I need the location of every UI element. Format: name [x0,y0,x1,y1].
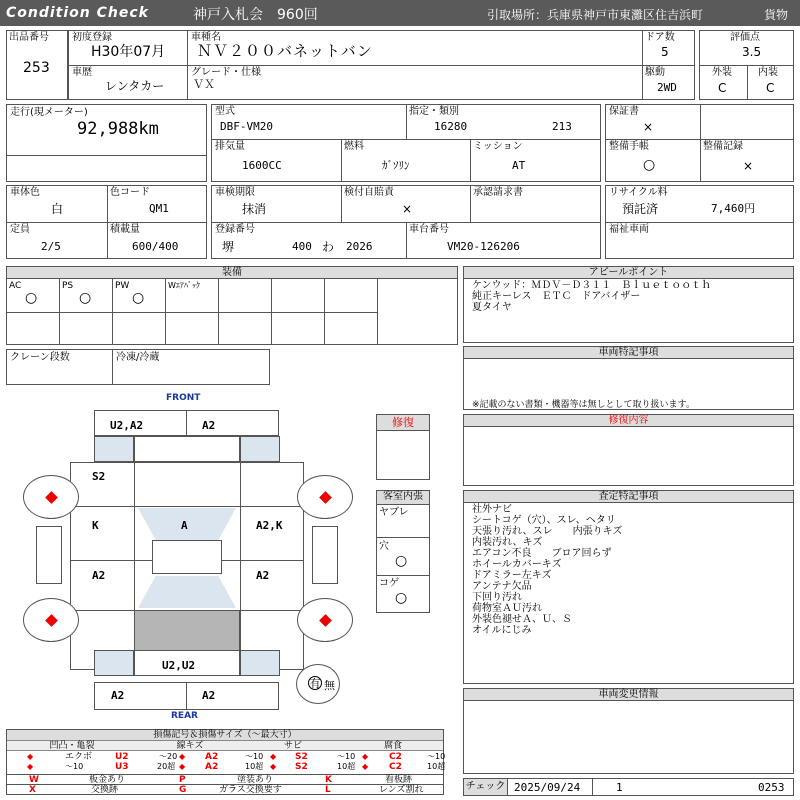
recycle-box: リサイクル料 預託済 7,460円 福祉車両 [605,185,794,259]
doors: 5 [661,45,669,59]
car-history: レンタカー [105,79,165,93]
crane-freezer-box: クレーン段数 冷凍/冷蔵 [6,349,270,385]
fuel: ｶﾞｿﾘﾝ [382,159,410,172]
legend-group-corrosion: 腐食 [343,741,443,751]
cabin-hole-mark: ○ [395,553,408,569]
damage-back: U2,U2 [162,659,196,672]
assessment-line-11: 外装色褪せＡ、Ｕ、Ｓ [472,614,572,625]
equip-ac-label: AC [9,281,22,291]
score-box: 評価点 3.5 外装 C 内装 C [699,30,794,100]
assessment-panel [463,490,794,684]
car-name: ＮＶ２００バネットバン [197,42,373,60]
grade: ＶＸ [193,78,215,91]
damage-rear-door-right: A2 [256,569,270,582]
appeal-line-2: 純正キーレス ＥＴＣ ドアバイザー [472,291,641,302]
check-code: 0253 [758,781,785,794]
damage-fender-left: S2 [92,470,106,483]
repair-content-header: 修復内容 [464,415,793,427]
load-capacity: 600/400 [132,240,179,253]
changes-panel [463,688,794,774]
special-panel [463,346,794,410]
changes-header: 車両変更情報 [464,689,793,701]
score: 3.5 [742,45,762,59]
designation-a: 16280 [434,120,468,133]
check-num: 1 [616,781,623,794]
mileage-box: 走行(現メーター) 92,988km [6,104,207,182]
equipment-box [6,266,458,345]
appeal-panel [463,266,794,343]
legend-group-dent: 凹凸・亀裂 [7,741,137,751]
legend-box: 損傷記号＆損傷サイズ（～最大寸） 凹凸・亀裂 線キズ サビ 腐食 ◆ エクボ U2 ～20 ◆ A2 ～10 ◆ S2 ～10 ◆ C2 ～10 ◆ ～10 U3 20超 ◆ A2 10超 ◆ S2 10超 ◆ C2 10超 W 板金あり P 塗装あり K 看板跡 X 交換跡 G ガラス交換要す L レンズ割れ [6,729,444,795]
equipment-header: 装備 [7,267,457,279]
cabin-burn-mark: ○ [395,590,408,606]
appeal-header: アピールポイント [464,267,793,279]
rear-label: REAR [171,711,198,721]
damage-hood: A [181,519,188,532]
wheel-front-right [297,475,353,519]
interior-grade: C [766,81,775,95]
toggle-yes: 有 [309,677,321,690]
car-diagram [0,400,370,720]
wheel-front-left [23,475,79,519]
equip-ps-mark: ○ [79,290,92,306]
equip-pw-mark: ○ [132,290,145,306]
car-info-box: 初度登録 H30年07月 車種名 ＮＶ２００バネットバン ドア数 5 車歴 レンタカー グレード・仕様 ＶＸ 駆動 2WD [68,30,695,100]
maintenance-manual: ○ [643,157,656,173]
maintenance-record: × [743,159,754,173]
first-registration: H30年07月 [91,44,166,60]
warranty: × [643,120,654,134]
color-code: QM1 [149,202,169,215]
wheel-rear-left [23,598,79,642]
assessment-line-10: 荷物室ＡＵ汚れ [472,603,542,614]
assessment-line-4: 内装汚れ、キズ [472,537,543,548]
assessment-line-1: 社外ナビ [472,504,512,515]
color-box: 車体色 白 色コード QM1 定員 2/5 積載量 600/400 [6,185,207,259]
assessment-header: 査定特記事項 [464,491,793,503]
equip-ps-label: PS [62,281,74,291]
exterior-grade: C [718,81,727,95]
mission: AT [512,159,526,172]
mileage: 92,988km [77,119,159,139]
maintenance-box: 保証書 × 整備手帳 ○ 整備記録 × [605,104,794,182]
appeal-line-1: ケンウッド：ＭＤＶ－Ｄ３１１ Ｂｌｕｅｔｏｏｔｈ [472,280,712,291]
recycle-status: 預託済 [622,202,659,216]
header-pickup: 引取場所：兵庫県神戸市東灘区住吉浜町 [487,8,704,22]
equip-ac-mark: ○ [25,290,38,306]
chassis-number: VM20-126206 [447,240,520,253]
assessment-line-5: エアコン不良 ブロア回らず [472,548,612,559]
toggle-no: 無 [324,679,335,692]
assessment-line-12: オイルにじみ [472,625,532,636]
reg-number: 2026 [346,240,373,253]
special-header: 車両特記事項 [464,347,793,359]
check-label: チェック [464,779,508,795]
front-label: FRONT [166,393,201,403]
damage-front-left: U2,A2 [110,419,144,432]
damage-front-right: A2 [202,419,216,432]
repair-content-panel [463,414,794,486]
equip-airbag-label: Wｴｱﾊﾞｯｸ [168,281,200,290]
displacement: 1600CC [242,159,282,172]
reg-area: 堺 [222,240,235,254]
assessment-line-7: ドアミラー左キズ [472,570,552,581]
legend-group-scratch: 線キズ [137,741,243,751]
damage-rear-right: A2 [202,689,216,702]
damage-door-right: A2,K [256,519,283,532]
assessment-line-9: 下回り汚れ [472,592,522,603]
damage-rear-door-left: A2 [92,569,106,582]
header-category: 貨物 [764,8,789,22]
special-note: ※記載のない書類・機器等は無しとして取り扱います。 [472,400,695,410]
inspection-expiry: 抹消 [242,202,267,216]
cabin-header: 客室内張 [377,491,429,505]
reg-kana: わ [322,240,335,254]
assessment-line-6: ホイールカバーキズ [472,559,562,570]
check-date: 2025/09/24 [514,781,581,794]
body-color: 白 [51,202,64,216]
assessment-line-8: アンテナ欠品 [472,581,532,592]
appeal-line-3: 夏タイヤ [472,302,512,313]
registration-box: 車検期限 抹消 検付自賠責 × 承認請求書 登録番号 堺 400 わ 2026 車台番号 VM20-126206 [211,185,601,259]
damage-rear-left: A2 [111,689,125,702]
assessment-line-3: 天張り汚れ、スレ 内張りキズ [472,526,623,537]
self-inspection: × [402,202,413,216]
designation-b: 213 [552,120,572,133]
check-footer [463,778,794,796]
header-auction: 神戸入札会 960回 [193,7,318,23]
damage-door-left: K [92,519,99,532]
cabin-burn-label: コゲ [379,578,399,589]
repair-header: 修復 [377,415,429,431]
assessment-line-2: シートコゲ（穴）、スレ、ヘタリ [472,515,616,526]
equip-pw-label: PW [115,281,130,291]
wheel-rear-right [297,598,353,642]
header-bar [0,0,800,26]
model: DBF-VM20 [220,120,273,133]
drive: 2WD [657,81,677,94]
cabin-box [376,490,430,613]
lot-number-box: 出品番号 253 [6,30,68,100]
legend-title: 損傷記号＆損傷サイズ（～最大寸） [7,730,443,741]
recycle-fee: 7,460円 [711,202,756,215]
spec-box: 型式 DBF-VM20 指定・類別 16280 213 排気量 1600CC 燃料 ｶﾞｿﾘﾝ ミッション AT [211,104,601,182]
cabin-hole-label: 穴 [379,541,389,552]
capacity: 2/5 [41,240,61,253]
header-title: Condition Check [6,5,149,21]
legend-group-rust: サビ [243,741,343,751]
cabin-tear-label: ヤブレ [379,507,409,518]
repair-box [376,414,430,480]
lot-number: 253 [23,60,50,76]
reg-class: 400 [292,240,312,253]
